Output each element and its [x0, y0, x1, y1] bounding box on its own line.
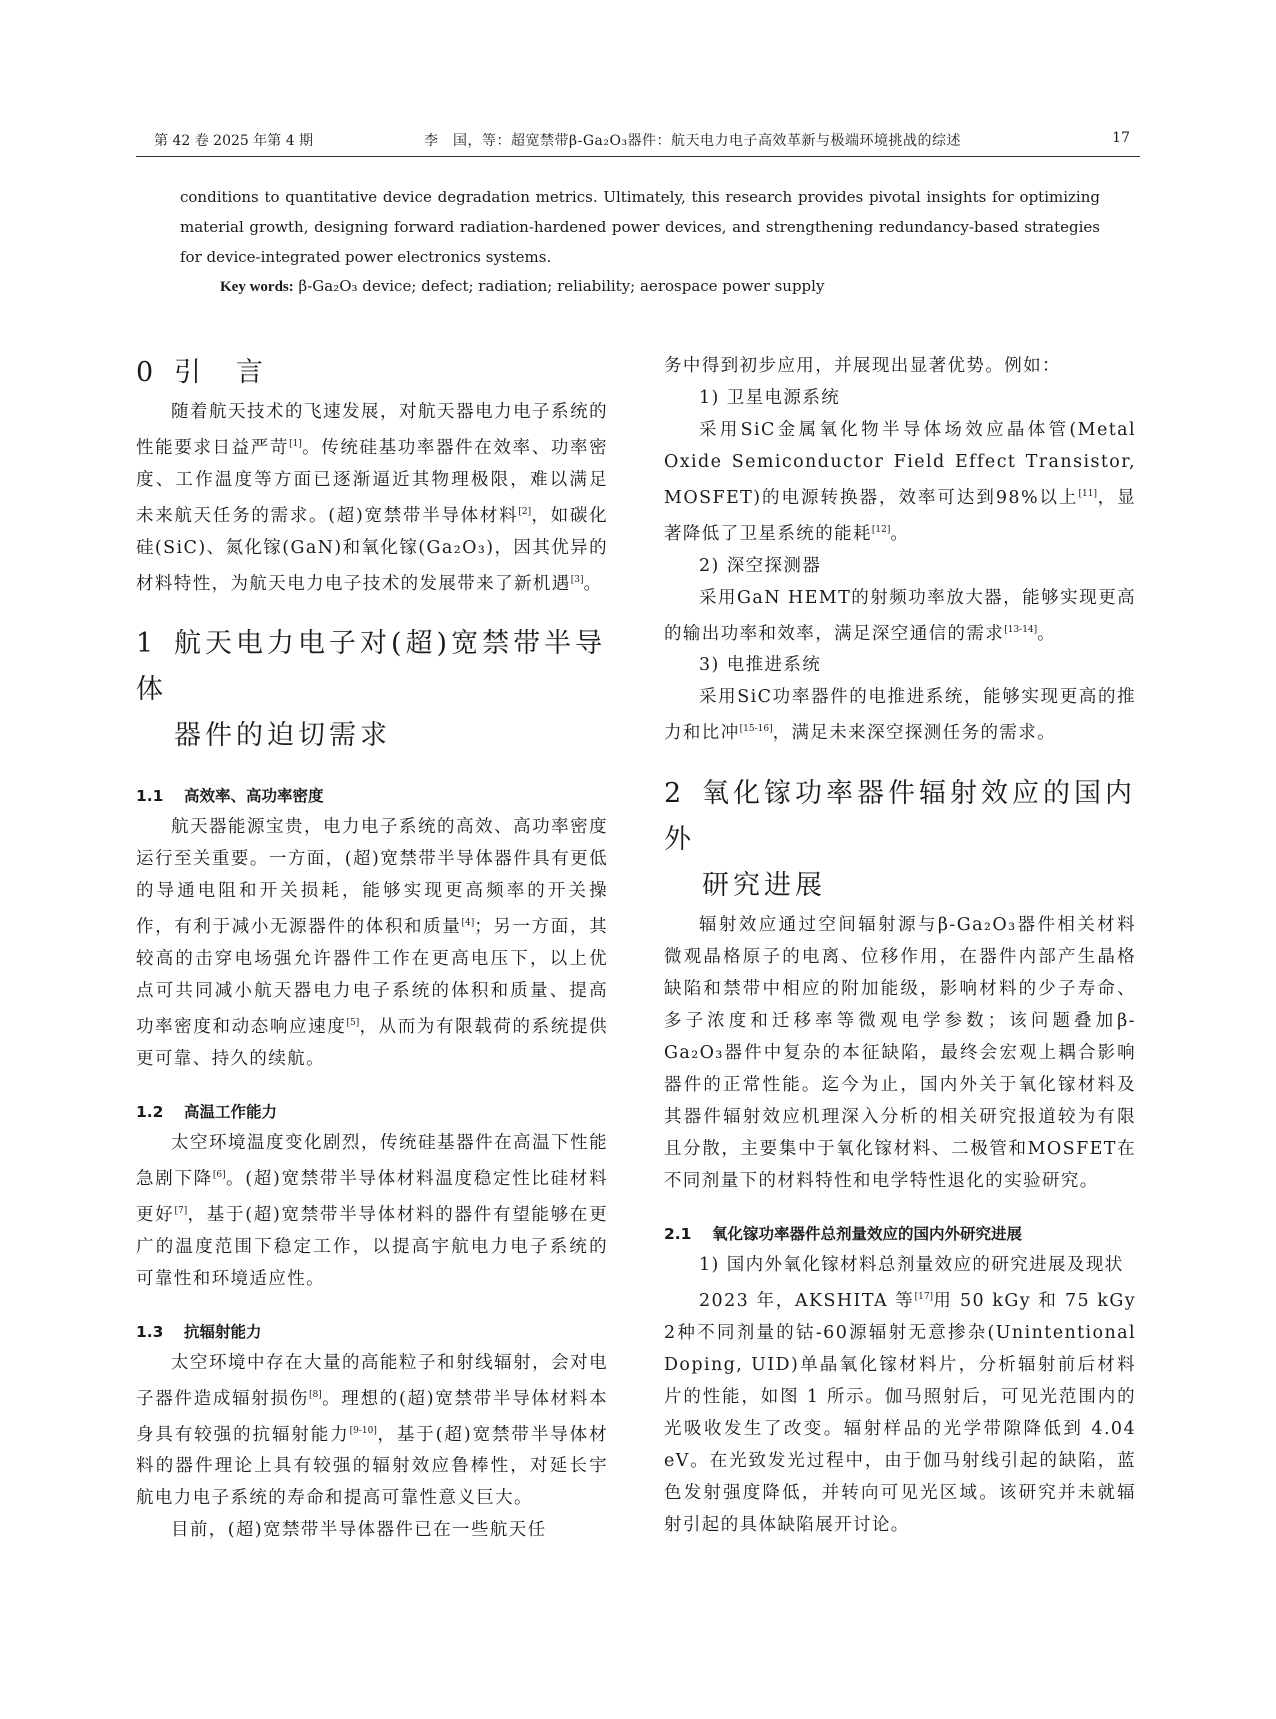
item-3-title: 3) 电推进系统: [699, 655, 822, 676]
item-2-paragraph: 采用GaN HEMT的射频功率放大器，能够实现更高的输出功率和效率，满足深空通信的需求[13-14]。: [664, 587, 1136, 644]
section-0-heading: 0 引 言: [136, 357, 267, 388]
journal-volume-issue: 第 42 卷 2025 年第 4 期: [154, 133, 314, 149]
section-1-1-paragraph: 航天器能源宝贵，电力电子系统的高效、高功率密度运行至关重要。一方面，(超)宽禁带半导体器件具有更低的导通电阻和开关损耗，能够实现更高频率的开关操作，有利于减小无源器件的体积和质量[4]；另一方面，其较高的击穿电场强允许器件工作在更高电压下，以上优点可共同减小航天器电力电子系统的体积和质量、提高功率密度和动态响应速度[5]，从而为有限载荷的系统提供更可靠、持久的续航。: [136, 817, 608, 1070]
section-2-1-heading: 2.1 氧化镓功率器件总剂量效应的国内外研究进展: [664, 1225, 1023, 1244]
section-2-1-item-title: 1) 国内外氧化镓材料总剂量效应的研究进展及现状: [699, 1255, 1124, 1276]
section-2-paragraph: 辐射效应通过空间辐射源与β-Ga₂O₃器件相关材料微观晶格原子的电离、位移作用，在器件内部产生晶格缺陷和禁带中相应的附加能级，影响材料的少子寿命、多子浓度和迁移率等微观电学参数；该问题叠加β-Ga₂O₃器件中复杂的本征缺陷，最终会宏观上耦合影响器件的正常性能。迄今为止，国内外关于氧化镓材料及其器件辐射效应机理深入分析的相关研究报道较为有限且分散，主要集中于氧化镓材料、二极管和MOSFET在不同剂量下的材料特性和电学特性退化的实验研究。: [664, 915, 1136, 1192]
keywords-text: β-Ga₂O₃ device; defect; radiation; reliability; aerospace power supply: [298, 277, 825, 295]
section-2-1-paragraph: 2023 年，AKSHITA 等[17]用 50 kGy 和 75 kGy 2种不同剂量的钴-60源辐射无意掺杂(Unintentional Doping, UID)单晶氧化镓材料片，分析辐射前后材料片的性能，如图 1 所示。伽马照射后，可见光范围内的光吸收发生了改变。辐射样品的光学带隙降低到 4.04 eV。在光致发光过程中，由于伽马射线引起的缺陷，蓝色发射强度降低，并转向可见光区域。该研究并未就辐射引起的具体缺陷展开讨论。: [664, 1291, 1136, 1536]
section-1-3-paragraph: 太空环境中存在大量的高能粒子和射线辐射，会对电子器件造成辐射损伤[8]。理想的(超)宽禁带半导体材料本身具有较强的抗辐射能力[9-10]，基于(超)宽禁带半导体材料的器件理论上具有较强的辐射效应鲁棒性，对延长宇航电力电子系统的寿命和提高可靠性意义巨大。: [136, 1352, 608, 1509]
item-1-title: 1) 卫星电源系统: [699, 388, 841, 408]
item-1-paragraph: 采用SiC金属氧化物半导体场效应晶体管(Metal Oxide Semiconductor Field Effect Transistor, MOSFET)的电源转换器，效率可达到98%以上[11]，显著降低了卫星系统的能耗[12]。: [664, 420, 1136, 544]
keywords: [220, 277, 824, 296]
section-1-heading: 1 航天电力电子对(超)宽禁带半导体 器件的迫切需求: [136, 628, 607, 752]
section-2-heading: 2 氧化镓功率器件辐射效应的国内外 研究进展: [664, 778, 1136, 902]
item-2-title: 2) 深空探测器: [699, 555, 822, 576]
section-1-2-heading: 1.2 高温工作能力: [136, 1103, 278, 1122]
intro-paragraph: 随着航天技术的飞速发展，对航天器电力电子系统的性能要求日益严苛[1]。传统硅基功率器件在效率、功率密度、工作温度等方面已逐渐逼近其物理极限，难以满足未来航天任务的需求。(超)宽禁带半导体材料[2]，如碳化硅(SiC)、氮化镓(GaN)和氧化镓(Ga₂O₃)，因其优异的材料特性，为航天电力电子技术的发展带来了新机遇[3]。: [136, 402, 609, 594]
abstract-tail: conditions to quantitative device degradation metrics. Ultimately, this research provides pivotal insights for optimizing material growth, designing forward radiation-hardened power devices, and strengthening redundancy-based strategies for device-integrated power electronics systems.: [180, 188, 1100, 266]
section-1-1-heading: 1.1 高效率、高功率密度: [136, 787, 324, 806]
running-header: [136, 126, 1140, 157]
article-running-title: 李 国，等：超宽禁带β-Ga₂O₃器件：航天电力电子高效革新与极端环境挑战的综述: [424, 133, 962, 149]
applications-lead: 务中得到初步应用，并展现出显著优势。例如：: [664, 356, 1061, 376]
section-1-3-paragraph-2: 目前，(超)宽禁带半导体器件已在一些航天任: [171, 1520, 547, 1541]
section-1-2-paragraph: 太空环境温度变化剧烈，传统硅基器件在高温下性能急剧下降[6]。(超)宽禁带半导体材料温度稳定性比硅材料更好[7]，基于(超)宽禁带半导体材料的器件有望能够在更广的温度范围下稳定工作，以提高宇航电力电子系统的可靠性和环境适应性。: [136, 1133, 608, 1289]
right-column: [664, 350, 1136, 1541]
left-column: [136, 350, 608, 1546]
page-number: 17: [1112, 130, 1130, 146]
section-1-3-heading: 1.3 抗辐射能力: [136, 1322, 262, 1341]
keywords-label: Key words:: [220, 279, 294, 295]
item-3-paragraph: 采用SiC功率器件的电推进系统，能够实现更高的推力和比冲[15-16]，满足未来深空探测任务的需求。: [664, 687, 1136, 744]
